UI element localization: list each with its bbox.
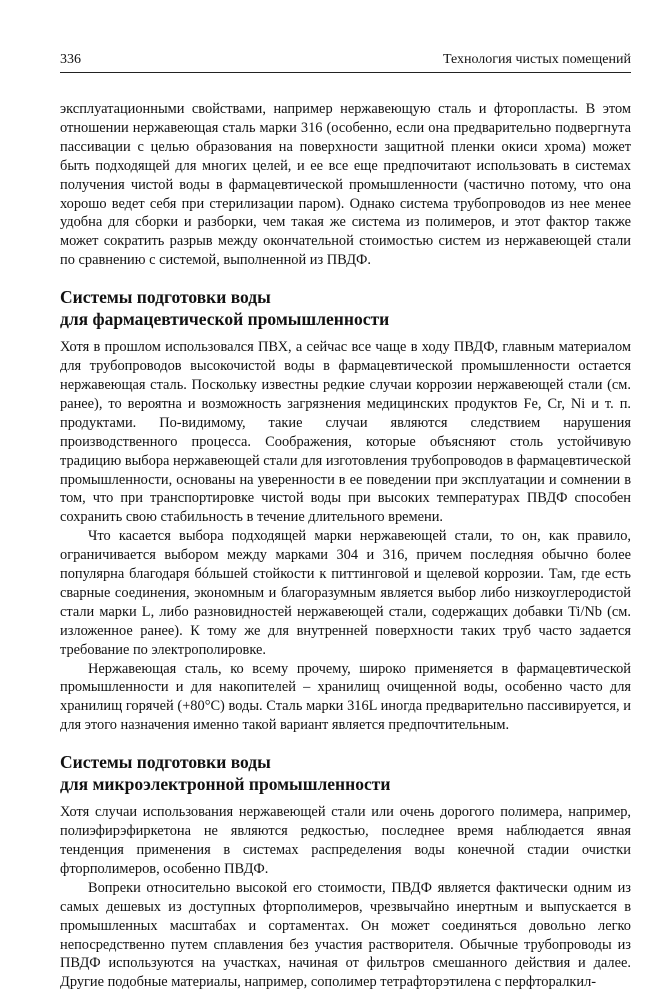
running-title: Технология чистых помещений xyxy=(442,52,631,67)
section-heading-line: Системы подготовки воды xyxy=(60,752,271,773)
section-heading-line: Системы подготовки воды xyxy=(60,287,271,308)
page-number: 336 xyxy=(60,52,81,67)
page-body xyxy=(60,100,631,992)
section-heading-line: для микроэлектронной промышленности xyxy=(60,774,391,795)
section-heading-line: для фармацевтической промышленности xyxy=(60,309,390,330)
body-paragraph: Что касается выбора подходящей марки нержавеющей стали, то он, как правило, ограничивается выбором между марками 304 и 316, причем последняя обычно более популярна благодаря бóльшей стойкости к питтинговой и щелевой коррозии. Там, где есть сварные соединения, экономным и благоразумным является выбор либо низкоуглеродистой стали марки L, либо разновидностей нержавеющей стали, содержащих добавки Ti/Nb (см. изложенное ранее). К тому же для внутренней поверхности таких труб часто задается требование по электрополировке. xyxy=(60,528,631,658)
body-paragraph: Нержавеющая сталь, ко всему прочему, широко применяется в фармацевтической промышленности и для накопителей – хранилищ очищенной воды, особенно часто для хранилищ горячей (+80°С) воды. Сталь марки 316L иногда предварительно пассивируется, и для этого назначения именно такой вариант является предпочтительным. xyxy=(60,660,631,734)
intro-paragraph: эксплуатационными свойствами, например нержавеющую сталь и фторопласты. В этом отношении нержавеющая сталь марки 316 (особенно, если она предварительно подвергнута пассивации с целью образования на поверхности защитной пленки окиси хрома) может быть подходящей для многих целей, и ее все еще предпочитают использовать в системах получения чистой воды в фармацевтической промышленности (частично потому, что она хорошо ведет себя при стерилизации паром). Однако система трубопроводов из нее менее удобна для сборки и разборки, чем такая же система из полимеров, и этот фактор также может сократить разрыв между окончательной стоимостью систем из нержавеющей стали по сравнению с системой, выполненной из ПВДФ. xyxy=(60,101,631,269)
body-paragraph: Вопреки относительно высокой его стоимости, ПВДФ является фактически одним из самых дешевых из доступных фторполимеров, чрезвычайно инертным и выпускается в промышленных масштабах и сортаментах. Он может соединяться довольно легко непосредственно путем сплавления без участия растворителя. Обычные трубопроводы из ПВДФ используются на участках, начиная от фильтров смешанного действия и далее. Другие подобные материалы, например, сополимер тетрафторэтилена с перфторалкил- xyxy=(60,879,631,991)
section-heading-pharma xyxy=(60,286,631,330)
body-paragraph: Хотя в прошлом использовался ПВХ, а сейчас все чаще в ходу ПВДФ, главным материалом для трубопроводов высокочистой воды в фармацевтической промышленности остается нержавеющая сталь. Поскольку известны редкие случаи коррозии нержавеющей стали (см. ранее), то вероятна и возможность загрязнения медицинских продуктов Fe, Cr, Ni и т. п. продуктами. По-видимому, такие случаи являются следствием нарушения производственного процесса. Соображения, которые объясняют столь устойчивую традицию выбора нержавеющей стали для изготовления трубопроводов в фармацевтической промышленности, основаны на уверенности в ее поведении при эксплуатации и сомнении в том, что при транспортировке чистой воды при высоких температурах ПВДФ способен сохранить свою стабильность в течение длительного времени. xyxy=(60,339,631,526)
running-header xyxy=(60,50,631,73)
section-heading-microelectronics xyxy=(60,751,631,795)
body-paragraph: Хотя случаи использования нержавеющей стали или очень дорогого полимера, например, полиэфирэфиркетона не являются редкостью, последнее время наблюдается явная тенденция применения в системах распределения воды конечной стадии очистки фторполимеров, особенно ПВДФ. xyxy=(60,804,631,877)
